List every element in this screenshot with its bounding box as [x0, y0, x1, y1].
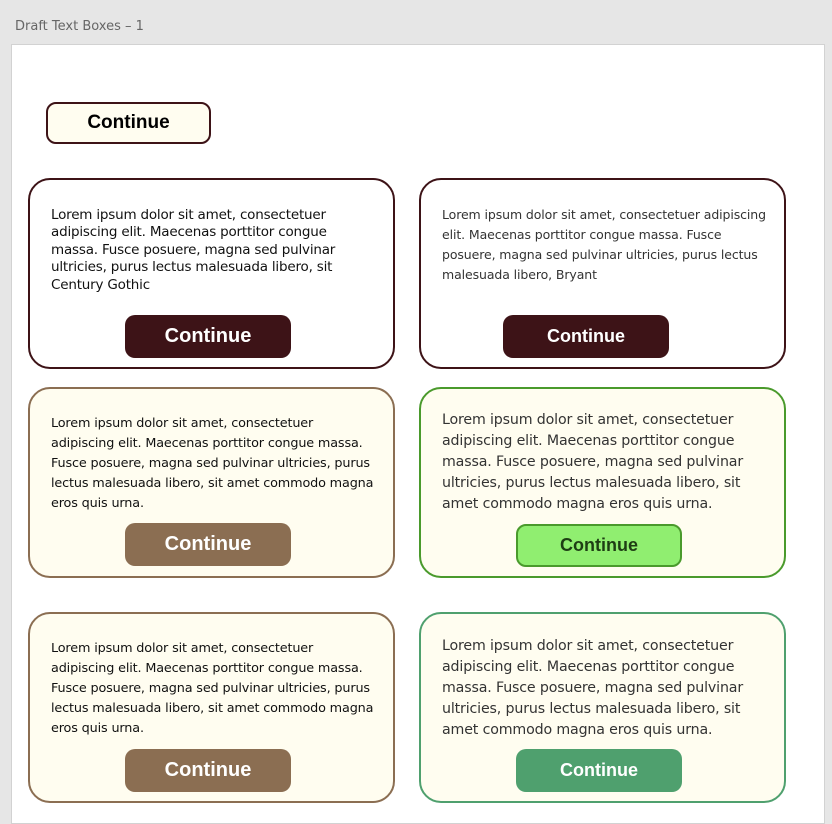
text-box-card-2	[419, 178, 786, 369]
continue-button[interactable]: Continue	[516, 749, 682, 792]
continue-button-standalone[interactable]: Continue	[46, 102, 211, 144]
card-body-text: Lorem ipsum dolor sit amet, consectetuer adipiscing elit. Maecenas porttitor congue massa. Fusce posuere, magna sed pulvinar ultricies, purus lectus malesuada libero, sit amet commodo magna eros quis urna.	[442, 638, 744, 738]
continue-button[interactable]: Continue	[125, 523, 291, 566]
text-box-card-4	[419, 387, 786, 578]
text-box-card-6	[419, 612, 786, 803]
text-box-card-5	[28, 612, 395, 803]
continue-button[interactable]: Continue	[125, 315, 291, 358]
text-box-card-1	[28, 178, 395, 369]
card-body-text: Lorem ipsum dolor sit amet, consectetuer adipiscing elit. Maecenas porttitor congue massa. Fusce posuere, magna sed pulvinar ultricies, purus lectus malesuada libero, sit amet commodo magna eros quis urna.	[442, 412, 744, 512]
card-body-text: Lorem ipsum dolor sit amet, consectetuer adipiscing elit. Maecenas porttitor congue massa. Fusce posuere, magna sed pulvinar ultricies, purus lectus malesuada libero, sit amet commodo magna eros quis urna.	[51, 416, 374, 511]
card-body-text: Lorem ipsum dolor sit amet, consectetuer adipiscing elit. Maecenas porttitor congue massa. Fusce posuere, magna sed pulvinar ultricies, purus lectus malesuada libero, sit amet commodo magna eros quis urna.	[51, 641, 374, 736]
text-box-card-3	[28, 387, 395, 578]
window-title: Draft Text Boxes – 1	[15, 19, 144, 34]
continue-button[interactable]: Continue	[516, 524, 682, 567]
continue-button[interactable]: Continue	[503, 315, 669, 358]
continue-button[interactable]: Continue	[125, 749, 291, 792]
card-body-text: Lorem ipsum dolor sit amet, consectetuer adipiscing elit. Maecenas porttitor congue massa. Fusce posuere, magna sed pulvinar ultricies, purus lectus malesuada libero, Bryant	[442, 207, 766, 282]
card-body-text: Lorem ipsum dolor sit amet, consectetuer adipiscing elit. Maecenas porttitor congue massa. Fusce posuere, magna sed pulvinar ultricies, purus lectus malesuada libero, sit Century Gothic	[51, 207, 336, 293]
